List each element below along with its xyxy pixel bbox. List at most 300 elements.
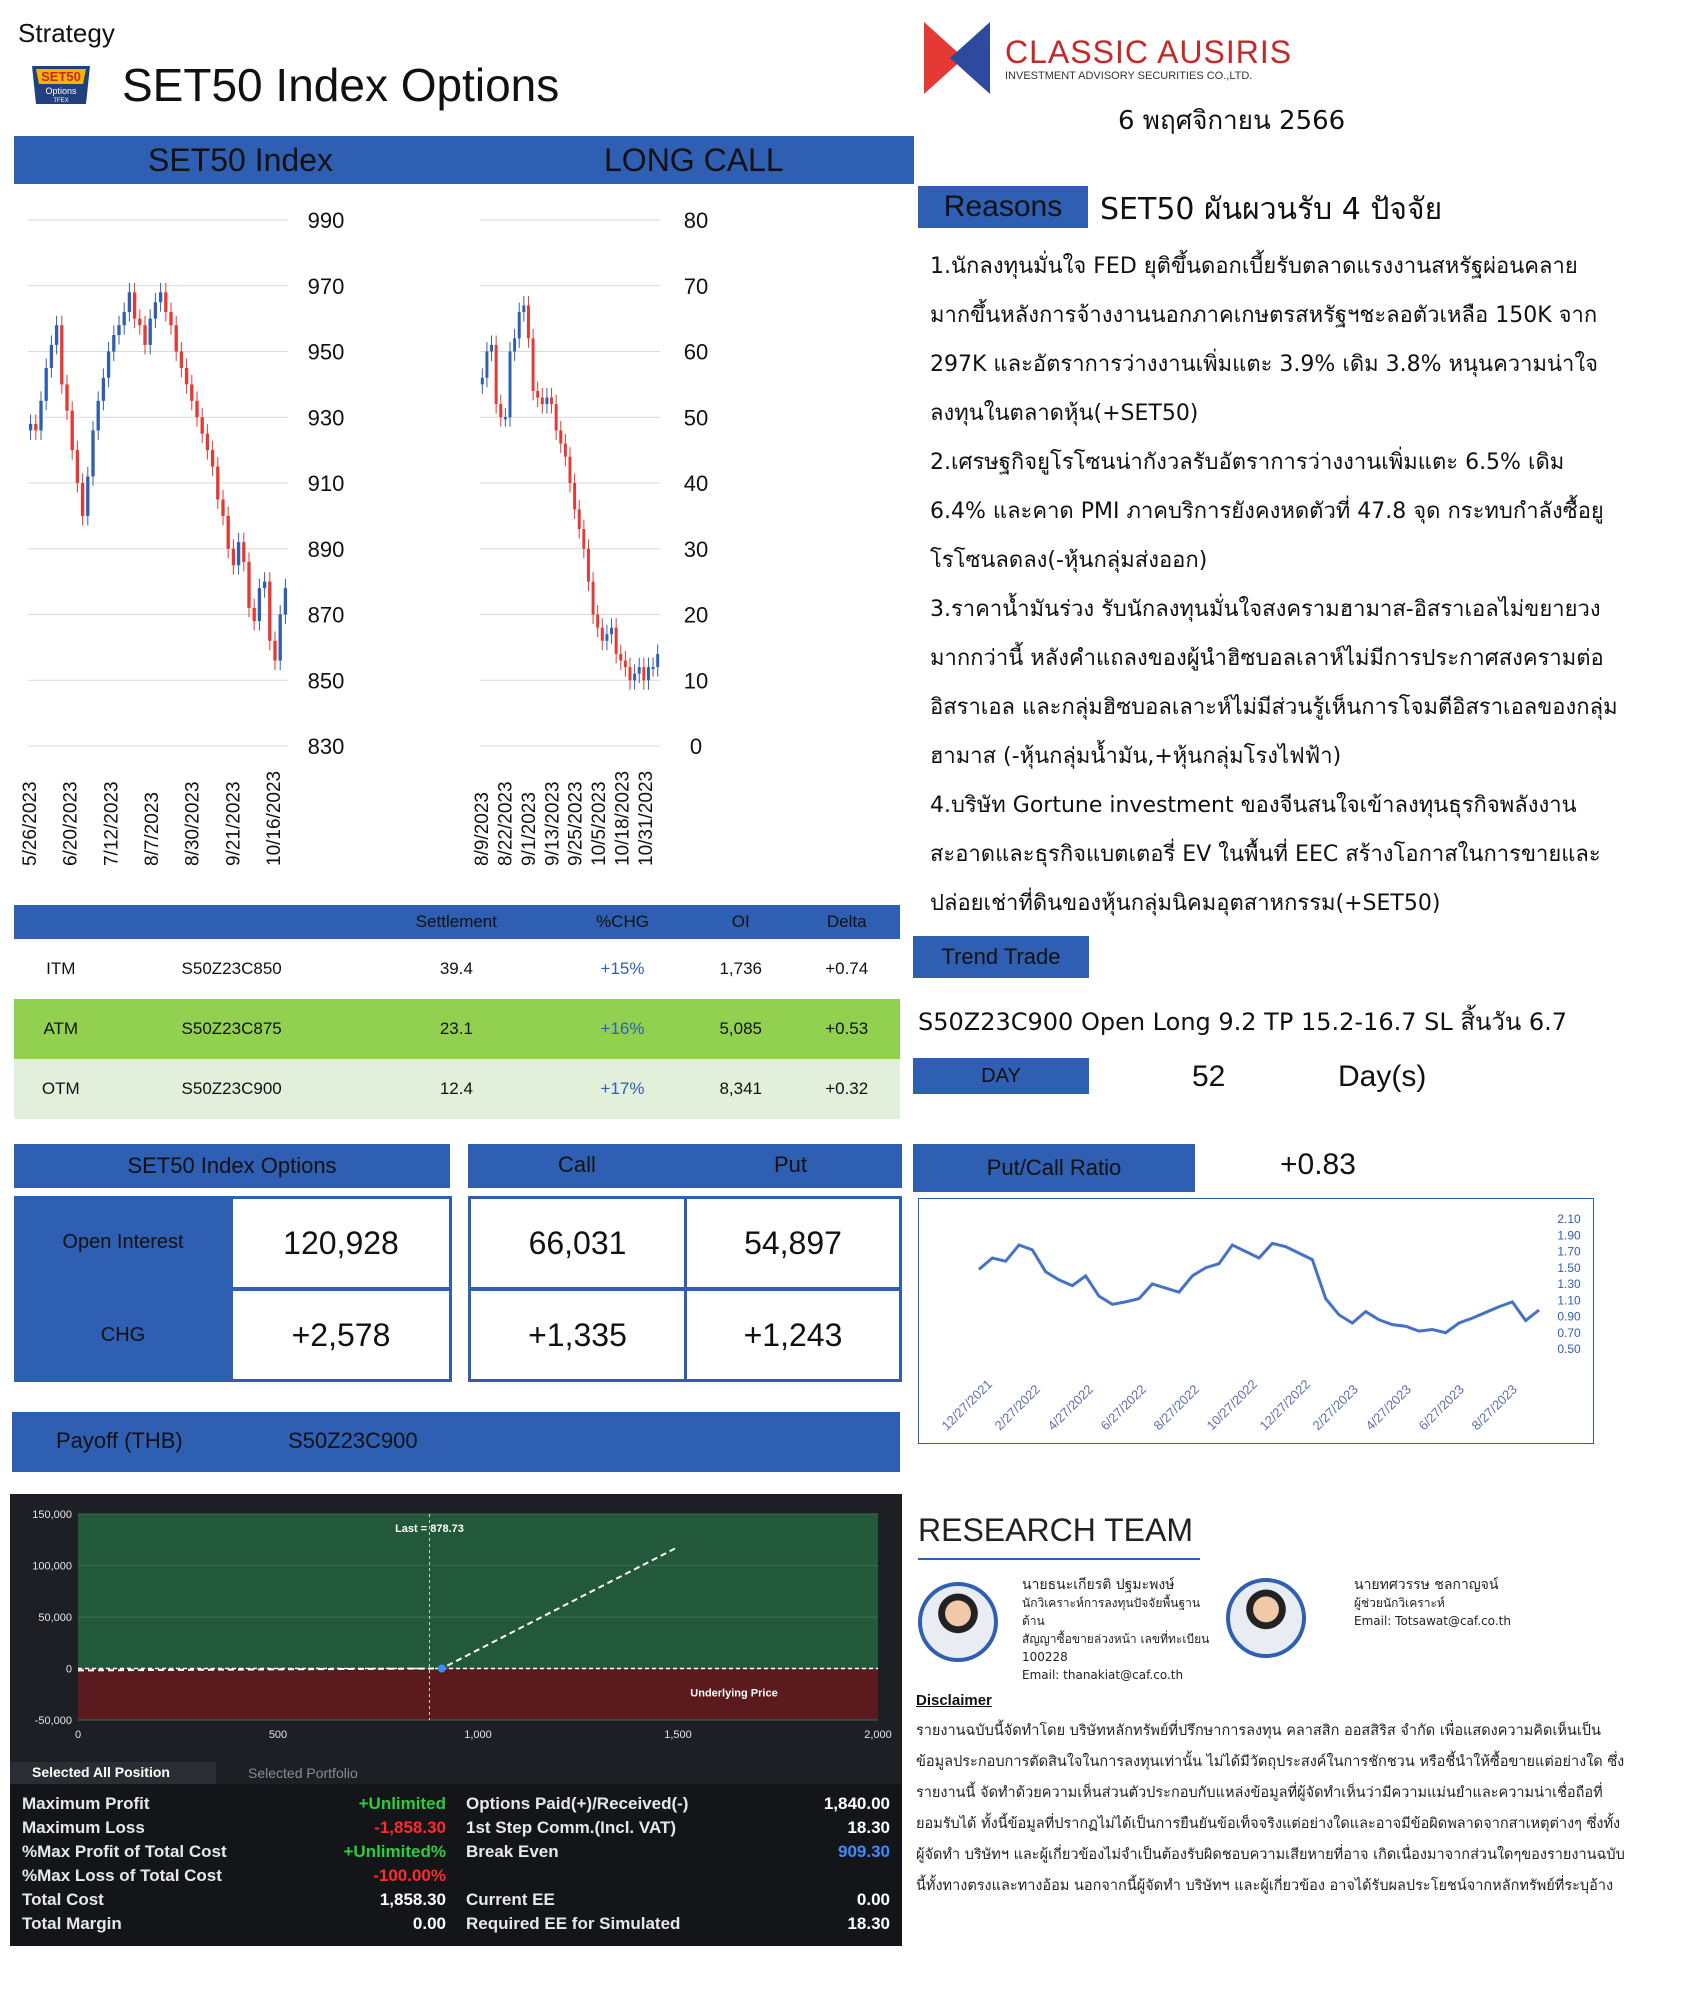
reason-line: โรโซนลดลง(-หุ้นกลุ่มส่งออก) <box>930 548 1208 573</box>
stat-value: +Unlimited <box>358 1794 446 1813</box>
x-tick-label: 8/22/2023 <box>495 781 517 866</box>
candle-body <box>263 582 266 589</box>
x-tick-label: 10/5/2023 <box>589 781 611 866</box>
candle-body <box>123 312 126 325</box>
y-tick-label: 80 <box>683 208 709 233</box>
trend-trade-text: S50Z23C900 Open Long 9.2 TP 15.2-16.7 SL สิ้นวัน 6.7 <box>918 1008 1568 1036</box>
candle-body <box>647 667 650 680</box>
x-tick-label: 12/27/2021 <box>938 1376 996 1434</box>
last-price-label: Last = 878.73 <box>395 1523 464 1535</box>
stat-row <box>22 1794 446 1818</box>
x-tick-label: 5/26/2023 <box>20 781 41 866</box>
candle-body <box>29 424 32 431</box>
x-tick-label: 1,500 <box>664 1729 692 1741</box>
candle-body <box>522 305 525 312</box>
call-oi-value: 66,031 <box>468 1196 687 1290</box>
candle-body <box>656 654 659 667</box>
candle-body <box>499 404 502 417</box>
assistant-role: ผู้ช่วยนักวิเคราะห์ <box>1354 1596 1445 1610</box>
candle-body <box>221 499 224 515</box>
col-header <box>108 905 356 939</box>
candle-body <box>45 368 48 401</box>
candle-body <box>279 615 282 661</box>
reason-line: มากกว่านี้ หลังคำแถลงของผู้นำฮิซบอลเลาห์ไม่มีการประกาศสงครามต่อ <box>930 646 1604 671</box>
candle-body <box>615 628 618 654</box>
put-oi-value: 54,897 <box>684 1196 902 1290</box>
candle-body <box>490 345 493 352</box>
reason-line: อิสราเอล และกลุ่มฮิซบอลเลาะห์ไม่มีส่วนรู้เห็นการโจมตีอิสราเอลของกลุ่ม <box>930 695 1618 720</box>
candle-body <box>569 457 572 483</box>
stat-value: 1,840.00 <box>823 1794 890 1813</box>
candle-body <box>284 588 287 614</box>
underlying-price-label: Underlying Price <box>690 1687 778 1700</box>
candle-body <box>201 417 204 433</box>
x-tick-label: 6/27/2022 <box>1097 1381 1150 1434</box>
candle-body <box>268 582 271 641</box>
candle-body <box>143 325 146 345</box>
company-subtitle: INVESTMENT ADVISORY SECURITIES CO.,LTD. <box>1005 70 1253 82</box>
candle-body <box>86 476 89 515</box>
candle-body <box>211 450 214 466</box>
candle-body <box>206 434 209 450</box>
col-header: Settlement <box>356 905 557 939</box>
research-team-title: RESEARCH TEAM <box>918 1512 1194 1548</box>
x-tick-label: 4/27/2023 <box>1362 1381 1415 1434</box>
delta-cell: +0.53 <box>793 999 900 1059</box>
y-tick-label: 0 <box>65 1663 72 1676</box>
report-date: 6 พฤศจิกายน 2566 <box>1118 106 1346 136</box>
y-tick-label: 0.70 <box>1557 1325 1581 1340</box>
candle-body <box>601 628 604 641</box>
candle-body <box>624 661 627 668</box>
table-row <box>14 999 900 1059</box>
candle-body <box>97 401 100 431</box>
x-tick-label: 2/27/2022 <box>991 1381 1044 1434</box>
put-call-ratio-chart <box>918 1198 1594 1444</box>
candle-body <box>605 634 608 641</box>
chg-label: CHG <box>100 1324 146 1346</box>
candle-body <box>107 352 110 378</box>
moneyness-cell: ATM <box>14 999 108 1059</box>
break-even-point <box>438 1665 446 1673</box>
candle-body <box>216 467 219 500</box>
oi-labels <box>14 1196 232 1382</box>
candle-body <box>149 319 152 345</box>
series-cell: S50Z23C900 <box>108 1059 356 1119</box>
y-tick-label: 50,000 <box>38 1612 72 1624</box>
candle-body <box>154 302 157 318</box>
candle-body <box>541 398 544 405</box>
y-tick-label: 970 <box>307 273 345 299</box>
stat-value: 18.30 <box>847 1914 890 1933</box>
stat-row <box>466 1842 890 1866</box>
call-chg-value: +1,335 <box>468 1288 687 1382</box>
reasons-title: SET50 ผันผวนรับ 4 ปัจจัย <box>1100 192 1443 227</box>
settlement-cell: 12.4 <box>356 1059 557 1119</box>
candle-body <box>518 312 521 338</box>
stat-label: Options Paid(+)/Received(-) <box>466 1794 689 1813</box>
candle-body <box>573 483 576 509</box>
candle-body <box>91 430 94 476</box>
candle-body <box>629 667 632 680</box>
disclaimer-line: ผู้จัดทำ บริษัทฯ และผู้เกี่ยวข้องไม่จำเป็นต้องรับผิดชอบความเสียหายที่อาจ เกิดเนื่องมาจากส่วนใดๆของรายงานฉบับ <box>916 1847 1625 1863</box>
candle-body <box>495 345 498 404</box>
stat-value: -1,858.30 <box>374 1818 446 1837</box>
y-tick-label: 1.30 <box>1557 1277 1581 1291</box>
candle-body <box>180 352 183 368</box>
oi-cell: 1,736 <box>688 939 793 999</box>
candle-body <box>610 628 613 635</box>
stat-label: Break Even <box>466 1842 559 1861</box>
candle-body <box>65 384 68 410</box>
y-tick-label: 20 <box>683 602 709 628</box>
candle-body <box>164 292 167 312</box>
options-table <box>14 905 900 1119</box>
candle-body <box>578 509 581 529</box>
disclaimer-line: รายงานฉบับนี้จัดทำโดย บริษัทหลักทรัพย์ที่ปรึกษาการลงทุน คลาสสิก ออสสิริส จำกัด เพื่อแสดงความคิดเห็นเป็น <box>916 1723 1601 1739</box>
candle-body <box>76 450 79 483</box>
analyst-name: นายธนะเกียรติ ปฐมะพงษ์ <box>1022 1577 1175 1593</box>
payoff-header-bar <box>12 1412 900 1472</box>
set50-options-logo <box>26 62 96 108</box>
y-tick-label: 950 <box>307 339 345 365</box>
settlement-cell: 39.4 <box>356 939 557 999</box>
disclaimer-line: รายงานนี้ จัดทำด้วยความเห็นส่วนตัวประกอบกับแหล่งข้อมูลที่ผู้จัดทำเห็นว่ามีความแม่นยำและความน่าเชื่อถือที่ <box>916 1785 1603 1801</box>
stat-value: 1,858.30 <box>379 1890 446 1909</box>
stat-row <box>22 1890 446 1914</box>
assistant-avatar <box>1226 1578 1306 1658</box>
y-tick-label: 830 <box>307 734 345 759</box>
stat-row <box>466 1890 890 1914</box>
y-tick-label: 1.50 <box>1557 1260 1581 1275</box>
x-tick-label: 9/1/2023 <box>518 792 540 866</box>
delta-cell: +0.32 <box>793 1059 900 1119</box>
candle-body <box>34 424 37 431</box>
disclaimer-line: นี้ทั้งทางตรงและทางอ้อม นอกจากนี้ผู้จัดทำ บริษัทฯ และผู้เกี่ยวข้อง อาจได้รับผลประโยชน์จากหลักทรัพย์ที่ระบุอ้าง <box>916 1878 1614 1894</box>
call-label: Call <box>558 1152 596 1177</box>
reason-line: มากขึ้นหลังการจ้างงานนอกภาคเกษตรสหรัฐฯชะลอตัวเหลือ 150K จาก <box>930 303 1598 328</box>
day-tag: DAY <box>913 1058 1089 1094</box>
x-tick-label: 8/27/2023 <box>1468 1381 1521 1434</box>
candle-body <box>60 325 63 384</box>
table-row <box>14 1059 900 1119</box>
x-tick-label: 10/16/2023 <box>264 770 285 866</box>
candle-body <box>273 641 276 661</box>
candle-body <box>195 401 198 417</box>
payoff-label: Payoff (THB) <box>56 1428 183 1453</box>
candle-body <box>642 667 645 680</box>
analyst-role: สัญญาซื้อขายล่วงหน้า เลขที่ทะเบียน <box>1022 1632 1210 1646</box>
y-tick-label: 870 <box>307 602 345 628</box>
x-tick-label: 9/13/2023 <box>542 781 564 866</box>
candle-body <box>133 292 136 318</box>
candle-body <box>39 401 42 431</box>
x-tick-label: 4/27/2022 <box>1044 1381 1097 1434</box>
payoff-stats <box>10 1784 902 1946</box>
delta-cell: +0.74 <box>793 939 900 999</box>
put-call-ratio-value: +0.83 <box>1280 1148 1356 1181</box>
x-tick-label: 10/18/2023 <box>612 770 634 866</box>
stat-value: +Unlimited% <box>343 1842 446 1861</box>
day-value: 52 <box>1192 1060 1226 1093</box>
assistant-email: Email: Totsawat@caf.co.th <box>1354 1614 1511 1628</box>
candle-body <box>481 378 484 385</box>
total-oi-value: 120,928 <box>230 1196 452 1290</box>
put-call-ratio-tag: Put/Call Ratio <box>913 1144 1195 1192</box>
x-tick-label: 8/7/2023 <box>142 792 163 866</box>
put-chg-value: +1,243 <box>684 1288 902 1382</box>
settlement-cell: 23.1 <box>356 999 557 1059</box>
reasons-tag: Reasons <box>918 186 1088 228</box>
candle-body <box>232 549 235 565</box>
chg-cell: +16% <box>557 999 688 1059</box>
disclaimer-text <box>916 1716 1646 1902</box>
payoff-tabs <box>10 1762 902 1784</box>
candle-body <box>559 430 562 443</box>
strategy-label: Strategy <box>18 18 115 48</box>
candle-body <box>159 292 162 302</box>
candle-body <box>536 391 539 398</box>
candle-body <box>185 368 188 384</box>
x-tick-label: 12/27/2022 <box>1256 1376 1314 1434</box>
oi-cell: 5,085 <box>688 999 793 1059</box>
y-tick-label: 40 <box>683 471 709 496</box>
stat-row <box>466 1818 890 1842</box>
reason-line: 3.ราคาน้ำมันร่วง รับนักลงทุนมั่นใจสงครามฮามาส-อิสราเอลไม่ขยายวง <box>930 597 1601 622</box>
stat-label: Total Margin <box>22 1914 122 1933</box>
candle-body <box>513 338 516 351</box>
logo-text-top: SET50 <box>41 69 81 84</box>
candle-body <box>112 335 115 351</box>
stat-label: Maximum Loss <box>22 1818 145 1837</box>
x-tick-label: 0 <box>74 1729 82 1741</box>
oi-cell: 8,341 <box>688 1059 793 1119</box>
candle-body <box>55 325 58 345</box>
y-tick-label: 890 <box>307 536 345 562</box>
table-row <box>14 939 900 999</box>
reason-line: ปล่อยเช่าที่ดินของหุ้นกลุ่มนิคมอุตสาหกรรม(+SET50) <box>930 891 1441 916</box>
stat-row <box>466 1914 890 1938</box>
logo-text-tfex: TFEX <box>53 98 69 104</box>
long-call-chart <box>470 196 910 876</box>
set50-index-chart <box>20 196 460 876</box>
y-tick-label: 0 <box>689 734 703 759</box>
y-tick-label: 1.70 <box>1557 1244 1581 1259</box>
candle-body <box>485 352 488 378</box>
candle-body <box>227 516 230 549</box>
chart-right-title: LONG CALL <box>604 142 784 178</box>
reason-line: 297K และอัตราการว่างงานเพิ่มแตะ 3.9% เดิม 3.8% หนุนความน่าใจ <box>930 352 1599 377</box>
candle-body <box>633 674 636 681</box>
series-cell: S50Z23C850 <box>108 939 356 999</box>
candle-body <box>582 529 585 549</box>
x-tick-label: 8/30/2023 <box>182 781 204 866</box>
stat-label: 1st Step Comm.(Incl. VAT) <box>466 1818 677 1837</box>
stat-row <box>22 1914 446 1938</box>
y-tick-label: 2.10 <box>1557 1212 1581 1226</box>
col-header: Delta <box>793 905 900 939</box>
logo-text-bottom: Options <box>45 86 77 96</box>
disclaimer-title: Disclaimer <box>916 1692 992 1709</box>
stat-value: -100.00% <box>373 1866 446 1885</box>
x-tick-label: 500 <box>268 1729 288 1741</box>
put-label: Put <box>774 1152 808 1177</box>
candle-body <box>652 667 655 669</box>
y-tick-label: 850 <box>307 668 345 694</box>
analyst-info <box>1022 1576 1212 1684</box>
stat-row <box>466 1794 890 1818</box>
y-tick-label: 930 <box>307 405 345 431</box>
open-interest-label: Open Interest <box>62 1231 184 1253</box>
candle-body <box>504 417 507 419</box>
candle-body <box>71 411 74 450</box>
candle-body <box>532 338 535 391</box>
y-tick-label: 50 <box>683 405 709 431</box>
analyst-avatar <box>918 1582 998 1662</box>
x-tick-label: 9/21/2023 <box>223 781 245 866</box>
candle-body <box>638 667 641 674</box>
candle-body <box>545 398 548 405</box>
x-tick-label: 2,000 <box>864 1729 892 1741</box>
chg-cell: +17% <box>557 1059 688 1119</box>
x-tick-label: 9/25/2023 <box>565 781 587 866</box>
candle-body <box>247 562 250 608</box>
stat-label: %Max Loss of Total Cost <box>22 1866 222 1885</box>
candle-body <box>587 549 590 582</box>
chg-cell: +15% <box>557 939 688 999</box>
candle-body <box>258 588 261 621</box>
col-header <box>14 905 108 939</box>
call-put-header <box>468 1144 902 1188</box>
candle-body <box>237 542 240 565</box>
research-divider <box>918 1558 1200 1560</box>
assistant-name: นายทศวรรษ ชลกาญจน์ <box>1354 1577 1499 1593</box>
col-header: %CHG <box>557 905 688 939</box>
analyst-email: Email: thanakiat@caf.co.th <box>1022 1668 1184 1682</box>
tab-selected-portfolio[interactable]: Selected Portfolio <box>248 1765 358 1781</box>
reason-line: ฮามาส (-หุ้นกลุ่มน้ำมัน,+หุ้นกลุ่มโรงไฟฟ้า) <box>930 744 1342 769</box>
y-tick-label: 10 <box>683 668 709 694</box>
candle-body <box>596 615 599 628</box>
page-title: SET50 Index Options <box>122 59 560 111</box>
reasons-text <box>930 242 1670 928</box>
chart-left-title: SET50 Index <box>148 142 333 178</box>
pcr-line <box>979 1243 1539 1332</box>
tab-selected-all-position[interactable]: Selected All Position <box>10 1762 216 1784</box>
candle-body <box>253 608 256 621</box>
stat-row <box>22 1866 446 1890</box>
reason-line: 2.เศรษฐกิจยูโรโซนน่ากังวลรับอัตราการว่างงานเพิ่มแตะ 6.5% เดิม <box>930 450 1565 475</box>
stat-value: 18.30 <box>847 1818 890 1837</box>
moneyness-cell: ITM <box>14 939 108 999</box>
candle-body <box>128 292 131 312</box>
y-tick-label: 910 <box>307 471 345 496</box>
y-tick-label: 100,000 <box>32 1560 72 1573</box>
candle-body <box>50 345 53 368</box>
stat-label: %Max Profit of Total Cost <box>22 1842 227 1861</box>
stat-row <box>22 1842 446 1866</box>
x-tick-label: 8/9/2023 <box>472 792 493 866</box>
candle-body <box>102 378 105 401</box>
candle-body <box>592 582 595 615</box>
candle-body <box>190 384 193 400</box>
day-unit: Day(s) <box>1338 1060 1427 1093</box>
candle-body <box>242 542 245 562</box>
candle-body <box>138 319 141 326</box>
stat-value: 0.00 <box>412 1914 446 1933</box>
total-chg-value: +2,578 <box>230 1288 452 1382</box>
stat-row <box>466 1866 890 1890</box>
y-tick-label: 60 <box>683 339 709 365</box>
payoff-panel <box>10 1494 902 1946</box>
trend-trade-tag: Trend Trade <box>913 936 1089 978</box>
series-cell: S50Z23C875 <box>108 999 356 1059</box>
assistant-info <box>1354 1576 1554 1630</box>
x-tick-label: 2/27/2023 <box>1309 1381 1362 1434</box>
x-tick-label: 7/12/2023 <box>101 781 123 866</box>
candle-body <box>527 305 530 338</box>
candle-body <box>619 654 622 661</box>
y-tick-label: 0.90 <box>1557 1309 1581 1324</box>
profit-zone <box>78 1514 878 1669</box>
y-tick-label: -50,000 <box>34 1715 72 1727</box>
y-tick-label: 150,000 <box>32 1509 72 1521</box>
candle-body <box>564 444 567 457</box>
x-tick-label: 10/27/2022 <box>1203 1376 1261 1434</box>
company-logo-icon <box>920 20 1000 96</box>
x-tick-label: 6/20/2023 <box>60 781 82 866</box>
oi-title-bar: SET50 Index Options <box>14 1144 450 1188</box>
reason-line: ลงทุนในตลาดหุ้น(+SET50) <box>930 401 1199 426</box>
candle-body <box>81 483 84 516</box>
analyst-reg: 100228 <box>1022 1650 1068 1664</box>
y-tick-label: 1.90 <box>1557 1228 1581 1243</box>
stat-label: Current EE <box>466 1890 555 1909</box>
reason-line: สะอาดและธุรกิจแบตเตอรี่ EV ในพื้นที่ EEC สร้างโอกาสในการขายและ <box>930 842 1601 867</box>
stat-value: 0.00 <box>856 1890 890 1909</box>
disclaimer-line: ยอมรับได้ ทั้งนี้ข้อมูลที่ปรากฏไม่ได้เป็นการยืนยันข้อเท็จจริงแต่อย่างใดและอาจมีข้อผิดพลาดจากสาเหตุต่างๆ ซึ่งทั้ง <box>916 1816 1621 1832</box>
x-tick-label: 10/31/2023 <box>636 770 657 866</box>
candle-body <box>550 398 553 405</box>
analyst-role: นักวิเคราะห์การลงทุนปัจจัยพื้นฐานด้าน <box>1022 1596 1201 1628</box>
disclaimer-line: ข้อมูลประกอบการตัดสินใจในการลงทุนเท่านั้น ไม่ได้มีวัตถุประสงค์ในการชักชวน หรือชี้นำให้ซื้อขายแต่อย่างใด ซึ่ง <box>916 1754 1625 1770</box>
reason-line: 4.บริษัท Gortune investment ของจีนสนใจเข้าลงทุนธุรกิจพลังงาน <box>930 793 1577 818</box>
candle-body <box>555 404 558 430</box>
x-tick-label: 6/27/2023 <box>1415 1381 1468 1434</box>
stat-label: Maximum Profit <box>22 1794 150 1813</box>
x-tick-label: 1,000 <box>464 1729 492 1741</box>
moneyness-cell: OTM <box>14 1059 108 1119</box>
y-tick-label: 30 <box>683 536 709 562</box>
reason-line: 6.4% และคาด PMI ภาคบริการยังคงหดตัวที่ 47.8 จุด กระทบกำลังซื้อยู <box>930 499 1604 524</box>
candle-body <box>509 352 512 418</box>
company-name: CLASSIC AUSIRIS <box>1005 34 1293 70</box>
stat-row <box>22 1818 446 1842</box>
stat-label: Required EE for Simulated <box>466 1914 681 1933</box>
y-tick-label: 990 <box>307 208 345 233</box>
y-tick-label: 0.50 <box>1557 1342 1581 1356</box>
stat-label: Total Cost <box>22 1890 104 1909</box>
x-tick-label: 8/27/2022 <box>1150 1381 1203 1434</box>
charts-header-bar <box>14 136 914 184</box>
y-tick-label: 1.10 <box>1557 1293 1581 1308</box>
y-tick-label: 70 <box>683 273 709 299</box>
stat-value: 909.30 <box>838 1842 890 1861</box>
payoff-series: S50Z23C900 <box>288 1428 418 1453</box>
candle-body <box>117 325 120 335</box>
candle-body <box>175 325 178 351</box>
reason-line: 1.นักลงทุนมั่นใจ FED ยุติขึ้นดอกเบี้ยรับตลาดแรงงานสหรัฐผ่อนคลาย <box>930 254 1578 279</box>
